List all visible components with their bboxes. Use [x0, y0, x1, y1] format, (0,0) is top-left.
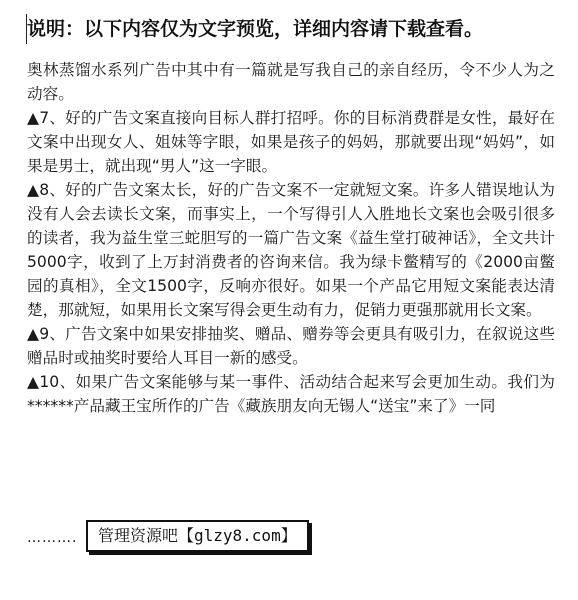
paragraph-9: ▲9、广告文案中如果安排抽奖、赠品、赠券等会更具有吸引力，在叙说这些赠品时或抽奖时要给人耳目一新的感受。 [27, 325, 555, 367]
paragraph-7: ▲7、好的广告文案直接向目标人群打招呼。你的目标消费群是女性，最好在文案中出现女人、姐妹等字眼，如果是孩子的妈妈，那就要出现“妈妈”，如果是男士，就出现“男人”这一字眼。 [27, 109, 555, 175]
paragraph-10: ▲10、如果广告文案能够与某一事件、活动结合起来写会更加生动。我们为******产品藏王宝所作的广告《藏族朋友向无锡人“送宝”来了》一同 [27, 373, 555, 415]
paragraph-8: ▲8、好的广告文案太长，好的广告文案不一定就短文案。许多人错误地认为没有人会去读长文案，而事实上，一个写得引人入胜地长文案也会吸引很多的读者，我为益生堂三蛇胆写的一篇广告文案《益生堂打破神话》，全文共计5000字，收到了上万封消费者的咨询来信。我为绿卡鳖精写的《2000亩鳖园的真相》，全文1500字，反响亦很好。如果一个产品它用短文案能表达清楚，那就短，如果用长文案写得会更生动有力，促销力更强那就用长文案。 [27, 181, 555, 319]
paragraph-intro: 奥林蒸馏水系列广告中其中有一篇就是写我自己的亲自经历，令不少人为之动容。 [27, 61, 555, 103]
preview-notice: 说明：以下内容仅为文字预览，详细内容请下载查看。 [27, 18, 484, 40]
document-body [27, 58, 555, 418]
site-watermark: 管理资源吧【glzy8.com】 [86, 520, 309, 552]
truncation-ellipsis: ………. [27, 530, 78, 546]
